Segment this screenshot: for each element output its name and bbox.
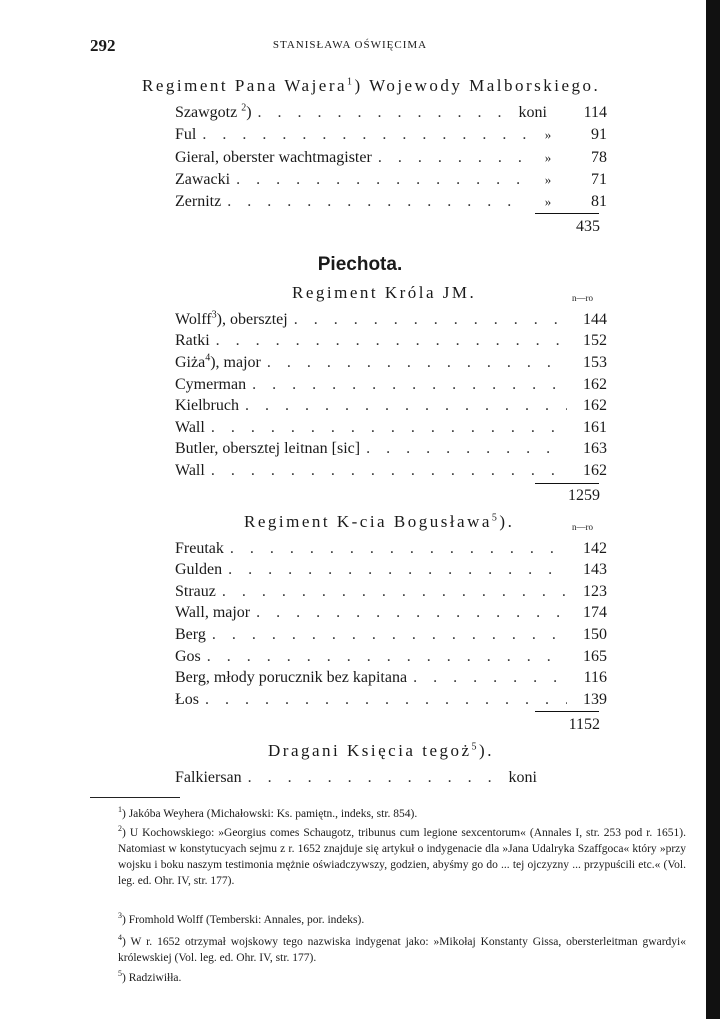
row-name: Freutak	[175, 540, 224, 557]
sum-rule	[535, 483, 599, 484]
row-value: 91	[591, 126, 607, 143]
footnote-ref: 5	[471, 741, 480, 753]
footnote-mark: 2	[118, 824, 122, 834]
section-title	[292, 283, 476, 303]
table-row	[175, 645, 607, 667]
footnote-mark: 5	[118, 969, 122, 979]
table-row	[175, 537, 607, 559]
leader-dots	[366, 439, 567, 459]
row-name: Berg, młody porucznik bez kapitana	[175, 669, 408, 686]
section-title-text: Dragani Księcia tegoż	[268, 741, 472, 760]
row-name: Ful	[175, 126, 197, 143]
footnote	[88, 912, 686, 928]
leader-dots	[236, 170, 527, 190]
row-value: 139	[583, 691, 607, 708]
row-name: Łos	[175, 691, 199, 708]
footnote-ref: 5	[491, 512, 500, 524]
footnote-mark: 1	[118, 805, 122, 815]
row-value: 142	[583, 540, 607, 557]
row-unit: koni	[508, 769, 537, 786]
row-name: Zawacki	[175, 171, 231, 188]
footnote-text: ) W r. 1652 otrzymał wojskowy tego nazwiska indygenat jako: »Mikołaj Konstanty Gissa, obersterleitman gwardyi« królewskiej (Vol. leg. ed. Ohr. IV, str. 177).	[118, 936, 686, 964]
leader-dots	[378, 148, 527, 168]
table-row	[175, 168, 607, 190]
section-title-text: Regiment K-cia Bogusława	[244, 512, 492, 531]
leader-dots	[216, 331, 567, 351]
running-title: STANISŁAWA OŚWIĘCIMA	[272, 39, 428, 51]
leader-dots	[227, 192, 527, 212]
row-name: Kielbruch	[175, 397, 239, 414]
footnote-rule	[90, 797, 180, 798]
row-value: 114	[583, 104, 607, 121]
footnote-text: ) U Kochowskiego: »Georgius comes Schaugotz, tribunus cum legione sexcentorum« (Annales I, str. 253 pod r. 1651). Natomiast w konstytucyach sejmu z r. 1652 znajduje się artykuł o indygenacie dla »Jana Udalryka Szaffgoca« który »przy wojsku i boku naszym testimonia mężnie oświadczywszy, godzien, abyśmy go do ... tej ojczyzny ... przypuścili etc.« (Vol. leg. ed. Ohr. IV, str. 177).	[118, 827, 686, 887]
footnote-text: ) Jakóba Weyhera (Michałowski: Ks. pamiętn., indeks, str. 854).	[122, 808, 418, 820]
section-title	[142, 76, 600, 96]
section-title-text: Regiment Pana Wajera	[142, 76, 348, 95]
table-row	[175, 394, 607, 416]
table-row	[175, 558, 607, 580]
row-name: Gos	[175, 648, 201, 665]
leader-dots	[267, 353, 567, 373]
section-title	[244, 512, 514, 532]
row-name: Berg	[175, 626, 206, 643]
leader-dots	[222, 582, 567, 602]
row-unit: »	[544, 150, 552, 165]
leader-dots	[248, 768, 503, 788]
row-value: 150	[583, 626, 607, 643]
row-name: Strauz	[175, 583, 216, 600]
unit-header: n—ro	[572, 522, 593, 532]
page-header	[90, 36, 610, 56]
table-row	[175, 146, 607, 168]
table-row	[175, 666, 607, 688]
row-name: Butler, obersztej leitnan [sic]	[175, 440, 361, 457]
scan-edge	[706, 0, 720, 1019]
section-total: 1152	[568, 716, 600, 733]
row-value: 78	[591, 149, 607, 166]
table-row	[175, 101, 607, 123]
footnote-text: ) Radziwiłła.	[122, 972, 182, 984]
section-title	[268, 741, 494, 761]
row-name: Szawgotz $^2$)	[175, 102, 252, 121]
row-value: 163	[583, 440, 607, 457]
leader-dots	[211, 461, 567, 481]
leader-dots	[256, 603, 567, 623]
table-row	[175, 601, 607, 623]
leader-dots	[258, 103, 513, 123]
leader-dots	[211, 418, 567, 438]
leader-dots	[294, 310, 567, 330]
footnote-mark: 3	[118, 911, 122, 921]
row-value: 161	[583, 419, 607, 436]
page-number: 292	[90, 36, 116, 55]
table-row	[175, 308, 607, 330]
table-row	[175, 459, 607, 481]
leader-dots	[202, 125, 527, 145]
row-value: 123	[583, 583, 607, 600]
leader-dots	[245, 396, 567, 416]
footnote	[88, 806, 686, 822]
leader-dots	[212, 625, 567, 645]
leader-dots	[230, 539, 567, 559]
footnote-text: ) Fromhold Wolff (Temberski: Annales, por. indeks).	[122, 914, 365, 926]
leader-dots	[252, 375, 567, 395]
row-name: Wolff$^3$), obersztej	[175, 309, 288, 328]
table-row	[175, 123, 607, 145]
leader-dots	[205, 690, 567, 710]
row-name: Giża$^4$), major	[175, 352, 261, 371]
row-value: 162	[583, 376, 607, 393]
footnote	[88, 970, 686, 986]
sum-rule	[535, 711, 599, 712]
table-row	[175, 623, 607, 645]
row-value: 116	[583, 669, 607, 686]
row-unit: »	[544, 172, 552, 187]
section-title-text: ).	[499, 512, 515, 531]
section-title-text: ).	[479, 741, 494, 760]
row-value: 81	[591, 193, 607, 210]
row-value: 143	[583, 561, 607, 578]
row-name: Gulden	[175, 561, 223, 578]
row-name: Zernitz	[175, 193, 222, 210]
row-name: Wall	[175, 419, 205, 436]
row-unit: koni	[518, 104, 547, 121]
table-row	[175, 688, 607, 710]
table-row	[175, 416, 607, 438]
row-unit: »	[544, 127, 552, 142]
table-row	[175, 190, 607, 212]
section-total: 1259	[568, 487, 600, 504]
table-row	[175, 766, 607, 788]
section-title-text: Regiment Króla JM.	[292, 283, 477, 302]
row-value: 153	[583, 354, 607, 371]
table-row	[175, 351, 607, 373]
row-name: Wall	[175, 462, 205, 479]
table-row	[175, 580, 607, 602]
footnote	[88, 825, 686, 889]
row-value: 71	[591, 171, 607, 188]
row-value: 162	[583, 397, 607, 414]
section-total: 435	[576, 218, 600, 235]
sum-rule	[535, 213, 599, 214]
row-value: 174	[583, 604, 607, 621]
footnote	[88, 934, 686, 966]
unit-header: n—ro	[572, 293, 593, 303]
leader-dots	[228, 560, 567, 580]
section-heading: Piechota.	[317, 254, 403, 275]
table-row	[175, 437, 607, 459]
row-name: Falkiersan	[175, 769, 242, 786]
row-unit: »	[544, 194, 552, 209]
leader-dots	[207, 647, 567, 667]
section-title-text: ) Wojewody Malborskiego.	[354, 76, 601, 95]
row-value: 165	[583, 648, 607, 665]
footnote-mark: 4	[118, 933, 122, 943]
row-name: Wall, major	[175, 604, 251, 621]
row-value: 152	[583, 332, 607, 349]
row-name: Ratki	[175, 332, 210, 349]
footnote-ref: 1	[347, 76, 355, 88]
table-row	[175, 373, 607, 395]
table-row	[175, 329, 607, 351]
row-name: Cymerman	[175, 376, 247, 393]
row-name: Gieral, oberster wachtmagister	[175, 149, 372, 166]
leader-dots	[413, 668, 567, 688]
row-value: 144	[583, 311, 607, 328]
row-value: 162	[583, 462, 607, 479]
